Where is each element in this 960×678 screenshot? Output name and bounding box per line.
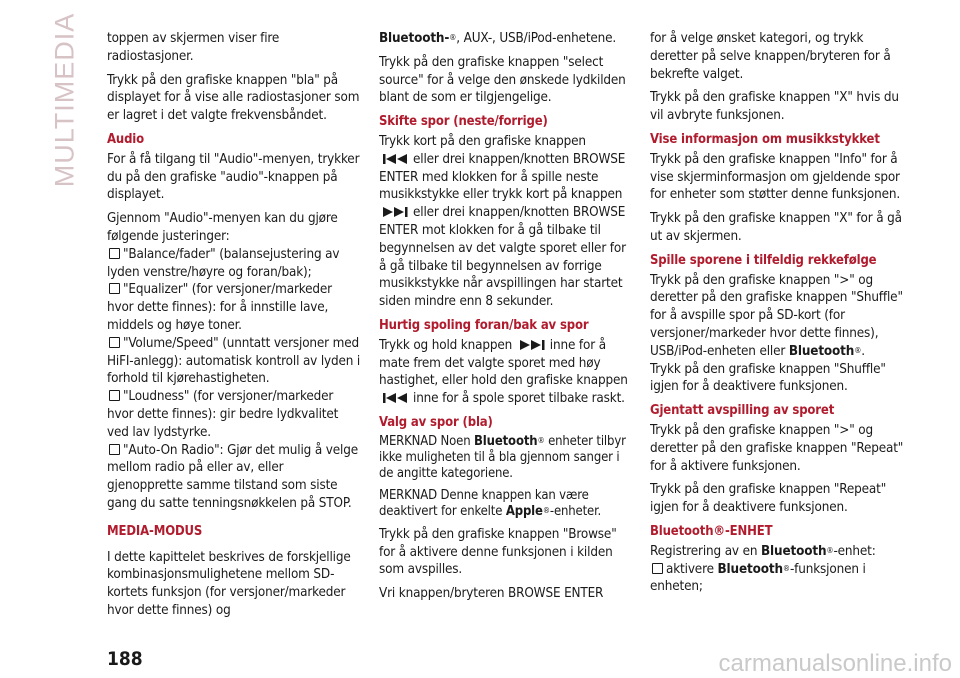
section-heading-browse: Valg av spor (bla) [379, 414, 493, 430]
paragraph: Trykk på den grafiske knappen ">" og deretter på den grafiske knappen "Repeat" for å aktivere funksjonen. [650, 422, 904, 474]
paragraph: Trykk på den grafiske knappen "select source" for å velge den ønskede lydkilden blant de som er tilgjengelige. [379, 54, 626, 106]
paragraph: Trykk og hold knappen inne for å mate frem det valgte sporet med høy hastighet, eller hold den grafiske knappen inne for å spole sporet tilbake raskt. [379, 337, 628, 407]
note: MERKNAD Denne knappen kan være deaktivert for enkelte Apple®-enheter. [379, 487, 602, 519]
checkbox-bullet-icon [109, 444, 120, 455]
next-track-icon [519, 339, 547, 351]
section-heading-bluetooth-device: Bluetooth®-ENHET [650, 523, 773, 539]
bullet-item: "Balance/fader" (balansejustering av lyden venstre/høyre og foran/bak); [107, 246, 340, 280]
paragraph: For å få tilgang til "Audio"-menyen, trykker du på den grafiske "audio"-knappen på displayet. [107, 151, 360, 203]
paragraph: Registrering av en Bluetooth®-enhet: [650, 543, 876, 559]
checkbox-bullet-icon [109, 337, 120, 348]
checkbox-bullet-icon [109, 283, 120, 294]
paragraph: Trykk på den grafiske knappen "Repeat" igjen for å deaktivere funksjonen. [650, 482, 887, 516]
page-number: 188 [107, 648, 143, 670]
previous-track-icon [382, 153, 410, 165]
note: MERKNAD Noen Bluetooth® enheter tilbyr ikke muligheten til å bla gjennom sanger i de angitte kategoriene. [379, 433, 626, 481]
paragraph: Gjennom "Audio"-menyen kan du gjøre følgende justeringer: [107, 211, 338, 244]
bullet-item: "Equalizer" (for versjoner/markeder hvor dette finnes): for å innstille lave, middels og høye toner. [107, 282, 332, 333]
checkbox-bullet-icon [109, 390, 120, 401]
paragraph: Trykk på den grafiske knappen "X" for å gå ut av skjermen. [650, 211, 902, 244]
section-heading-shuffle: Spille sporene i tilfeldig rekkefølge [650, 252, 877, 268]
bullet-item: "Loudness" (for versjoner/markeder hvor dette finnes): gir bedre lydkvalitet ved lav lydstyrke. [107, 389, 339, 440]
section-heading-audio: Audio [107, 131, 145, 147]
watermark: carmanualsonline.info [718, 650, 952, 677]
checkbox-bullet-icon [109, 248, 120, 259]
section-heading-track-info: Vise informasjon om musikkstykket [650, 131, 880, 147]
paragraph: Trykk på den grafiske knappen ">" og deretter på den grafiske knappen "Shuffle" for å avspille spor på SD-kort (for versjoner/markeder hvor dette finnes), USB/iPod-enheten eller Bluetooth®. [650, 272, 903, 359]
paragraph: toppen av skjermen viser fire radiostasjoner. [107, 31, 280, 64]
paragraph: Trykk på den grafiske knappen "Info" for å vise skjerminformasjon om gjeldende spor for enheter som støtter denne funksjonen. [650, 151, 901, 203]
section-side-tab-label: MULTIMEDIA [49, 12, 80, 188]
section-heading-repeat: Gjentatt avspilling av sporet [650, 403, 835, 419]
text-column-2 [379, 30, 634, 609]
paragraph: Trykk på den grafiske knappen "Browse" for å aktivere denne funksjonen i kilden som avspilles. [379, 526, 617, 578]
checkbox-bullet-icon [652, 563, 663, 574]
paragraph: Bluetooth-®, AUX-, USB/iPod-enhetene. [379, 31, 617, 46]
next-track-icon [382, 206, 410, 218]
paragraph: Trykk på den grafiske knappen "X" hvis du vil avbryte funksjonen. [650, 90, 899, 124]
section-heading-skip-track: Skifte spor (neste/forrige) [379, 114, 548, 130]
section-heading-fast-forward: Hurtig spoling foran/bak av spor [379, 317, 589, 333]
paragraph: Trykk kort på den grafiske knappen eller drei knappen/knotten BROWSE ENTER med klokken for å spille neste musikkstykke eller trykk kort på knappen eller drei knappen/knotten BROWSE ENTER mot klokken for å gå tilbake til begynnelsen av det valgte sporet eller for å gå tilbake til begynnelsen av forrige musikkstykke når avspillingen har startet siden mindre enn 8 sekunder. [379, 133, 626, 310]
text-column-1 [107, 30, 361, 626]
bullet-item: aktivere Bluetooth®-funksjonen i enheten; [650, 561, 866, 595]
paragraph: Trykk på den grafiske knappen "Shuffle" igjen for å deaktivere funksjonen. [650, 361, 886, 395]
paragraph: I dette kapittelet beskrives de forskjellige kombinasjonsmulighetene mellom SD-kortets funksjon (for versjoner/markeder hvor dette finnes) og [107, 549, 351, 618]
bullet-item: "Auto-On Radio": Gjør det mulig å velge mellom radio på eller av, eller gjenopprette samme tilstand som siste gang du satte tenningsnøkkelen på STOP. [107, 442, 358, 511]
paragraph: for å velge ønsket kategori, og trykk deretter på selve knappen/bryteren for å bekrefte valget. [650, 31, 891, 82]
bullet-item: "Volume/Speed" (unntatt versjoner med HiFI-anlegg): automatisk kontroll av lyden i forhold til kjørehastigheten. [107, 335, 361, 387]
paragraph: Vri knappen/bryteren BROWSE ENTER [379, 586, 604, 602]
section-side-tab [48, 12, 82, 188]
paragraph: Trykk på den grafiske knappen "bla" på displayet for å vise alle radiostasjoner som er lagret i det valgte frekvensbåndet. [107, 72, 360, 124]
text-column-3 [650, 30, 912, 596]
previous-track-icon [382, 392, 410, 404]
section-heading-media-mode: MEDIA-MODUS [107, 523, 203, 539]
brand-bluetooth: Bluetooth- [379, 31, 450, 46]
